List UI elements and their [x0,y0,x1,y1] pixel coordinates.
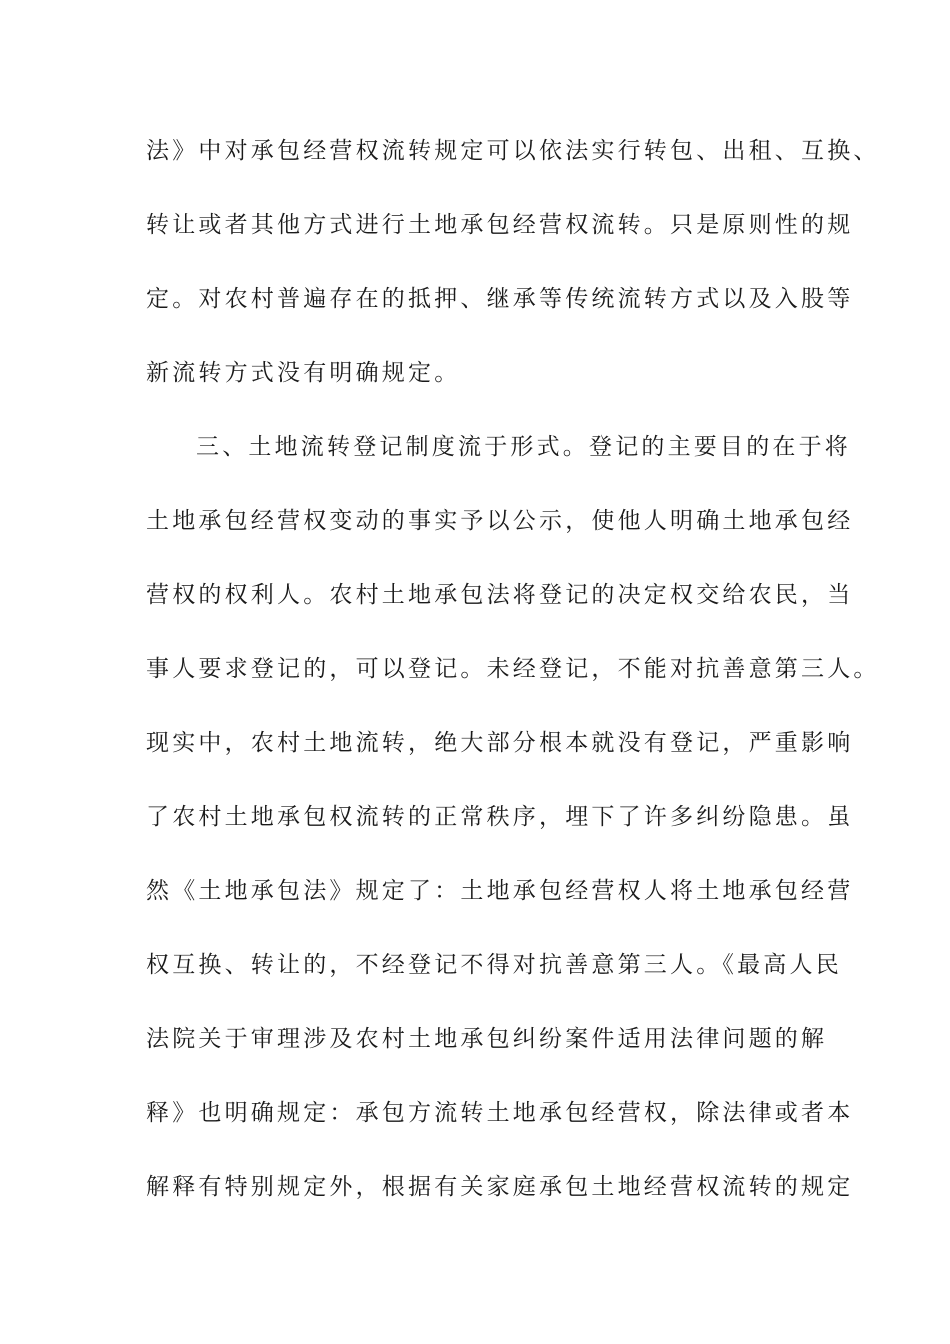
text-line: 土地承包经营权变动的事实予以公示，使他人明确土地承包经 [146,508,854,534]
text-line: 权互换、转让的，不经登记不得对抗善意第三人。《最高人民 [146,952,842,978]
text-line: 新流转方式没有明确规定。 [146,360,461,386]
text-line: 法院关于审理涉及农村土地承包纠纷案件适用法律问题的解 [146,1026,828,1052]
text-line: 转让或者其他方式进行土地承包经营权流转。只是原则性的规 [146,212,854,238]
text-line: 营权的权利人。农村土地承包法将登记的决定权交给农民，当 [146,582,854,608]
paragraph-first-line: 三、土地流转登记制度流于形式。登记的主要目的在于将 [196,434,851,460]
text-line: 释》也明确规定：承包方流转土地承包经营权，除法律或者本 [146,1100,854,1126]
text-line: 解释有特别规定外，根据有关家庭承包土地经营权流转的规定 [146,1174,854,1200]
text-line: 了农村土地承包权流转的正常秩序，埋下了许多纠纷隐患。虽 [146,804,854,830]
text-line: 然《土地承包法》规定了：土地承包经营权人将土地承包经营 [146,878,854,904]
text-line: 事人要求登记的，可以登记。未经登记，不能对抗善意第三人。 [146,656,880,682]
text-line: 现实中，农村土地流转，绝大部分根本就没有登记，严重影响 [146,730,854,756]
text-line: 法》中对承包经营权流转规定可以依法实行转包、出租、互换、 [146,138,880,164]
text-line: 定。对农村普遍存在的抵押、继承等传统流转方式以及入股等 [146,286,854,312]
